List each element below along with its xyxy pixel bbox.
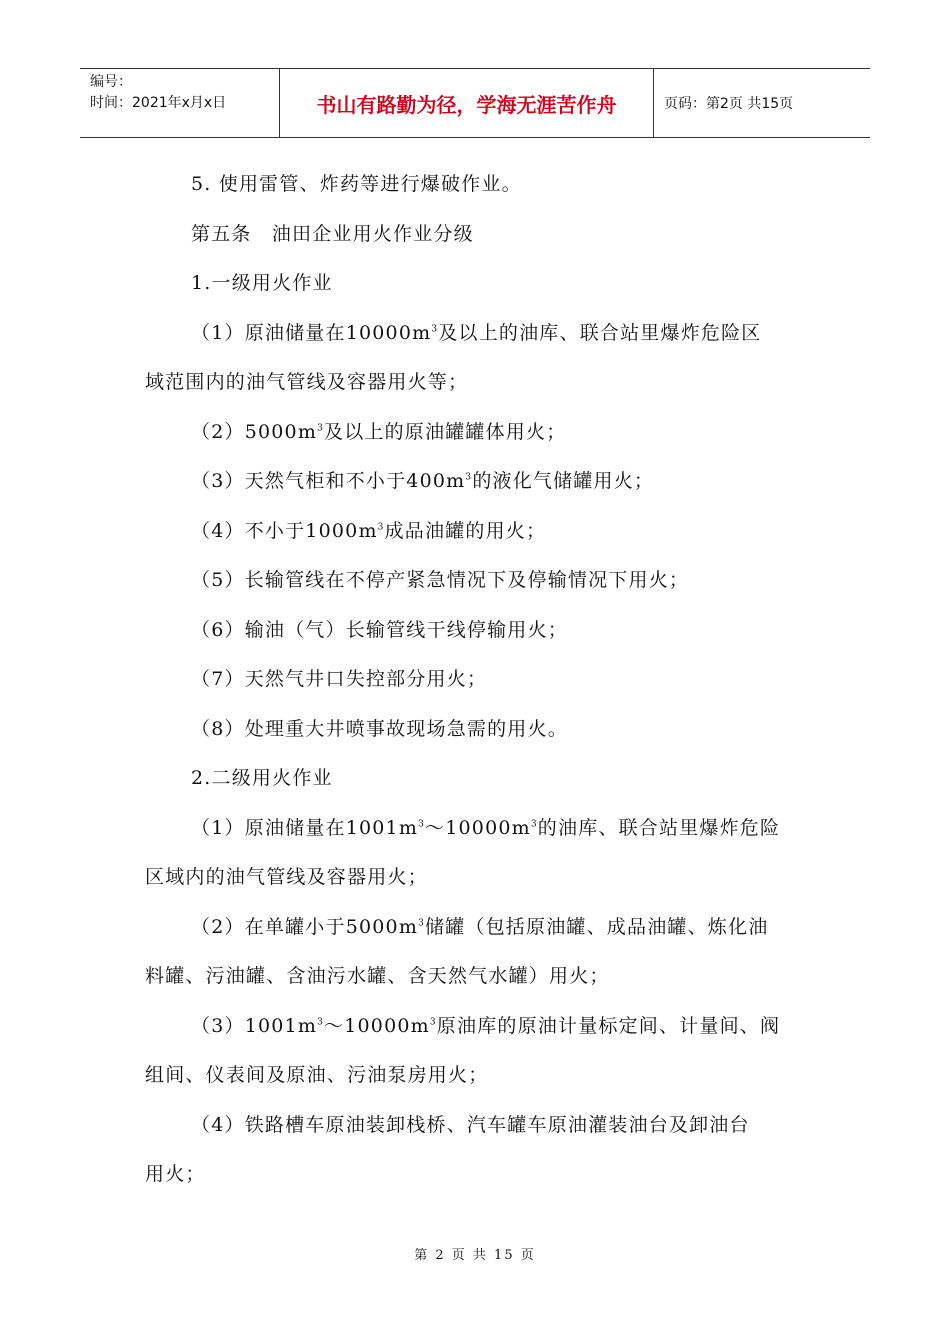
paragraph: $(2)5000m^3$及以上的原油罐罐体用火；: [191, 420, 567, 443]
header-motto: 书山有路勤为径，学海无涯苦作舟: [280, 69, 654, 137]
subsection-heading: 2.二级用火作业: [191, 767, 333, 789]
paragraph: （4）不小于$1000m^3$成品油罐的用火；: [191, 519, 547, 542]
paragraph-continuation: 区域内的油气管线及容器用火；: [145, 866, 428, 888]
header-page-info: 页码：第2页 共15页: [664, 96, 794, 112]
paragraph: 5. 使用雷管、炸药等进行爆破作业。: [191, 173, 522, 195]
document-number-label: 编号：: [90, 74, 132, 90]
paragraph: （8）处理重大井喷事故现场急需的用火。: [191, 717, 568, 740]
paragraph: （3）天然气柜和不小于$400m^3$的液化气储罐用火；: [191, 470, 655, 492]
section-heading: 第五条 油田企业用火作业分级: [191, 222, 474, 245]
paragraph-continuation: 料罐、污油罐、含油污水罐、含天然气水罐）用火；: [145, 965, 610, 987]
paragraph-continuation: 组间、仪表间及原油、污油泵房用火；: [145, 1064, 489, 1086]
paragraph: （4）铁路槽车原油装卸栈桥、汽车罐车原油灌装油台及卸油台: [191, 1113, 750, 1136]
page-header: [80, 68, 870, 138]
paragraph: $(3)1001m^3\sim 10000m^3$原油库的原油计量标定间、计量间、阀: [191, 1014, 781, 1037]
subsection-heading: 1.一级用火作业: [191, 272, 333, 294]
paragraph: （1）原油储量在$10000m^3$及以上的油库、联合站里爆炸危险区: [191, 321, 762, 344]
paragraph: （2）在单罐小于$5000m^3$储罐（包括原油罐、成品油罐、炼化油: [191, 915, 769, 938]
document-time: 时间：2021年x月x日: [90, 95, 227, 111]
paragraph: （1）原油储量在$1001m^3\sim 10000m^3$的油库、联合站里爆炸危险: [191, 816, 781, 839]
paragraph-continuation: 用火；: [145, 1163, 206, 1185]
paragraph: （6）输油（气）长输管线干线停输用火；: [191, 618, 568, 641]
paragraph-continuation: 域范围内的油气管线及容器用火等；: [145, 371, 469, 393]
paragraph: （5）长输管线在不停产紧急情况下及停输情况下用火；: [191, 569, 690, 591]
page-footer: 第 2 页 共 15 页: [414, 1248, 536, 1263]
header-meta: [80, 69, 280, 137]
paragraph: （7）天然气井口失控部分用火；: [191, 668, 488, 690]
document-body: [145, 160, 810, 1200]
